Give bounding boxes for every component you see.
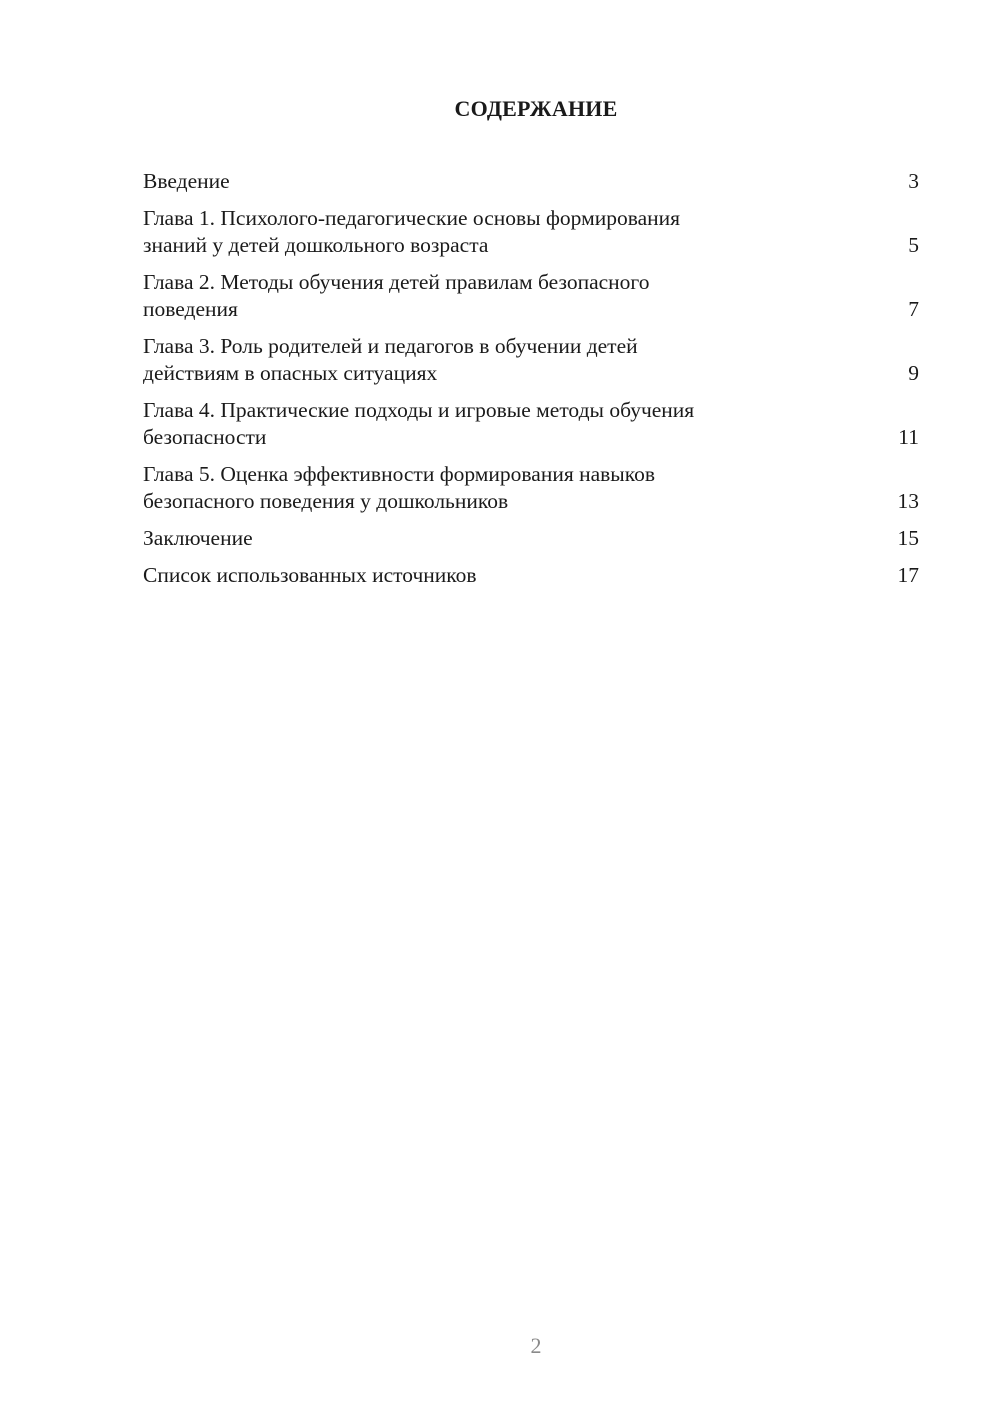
toc-entry-introduction [143, 168, 919, 195]
toc-entry-page: 15 [897, 526, 919, 550]
toc-entry-label: Список использованных источников [143, 563, 477, 587]
toc-entry-chapter-4 [143, 397, 919, 451]
toc-entry-label-line2: действиям в опасных ситуациях [143, 361, 438, 385]
toc-entry-conclusion [143, 525, 919, 552]
toc-entry-page: 11 [898, 425, 919, 449]
toc-entry-chapter-3 [143, 333, 919, 387]
toc-entry-label-line2: знаний у детей дошкольного возраста [143, 233, 489, 257]
toc-entry-label-line1: Глава 3. Роль родителей и педагогов в обучении детей [143, 334, 638, 358]
page-title: СОДЕРЖАНИЕ [454, 96, 618, 121]
toc-entry-page: 17 [897, 563, 919, 587]
table-of-contents [143, 168, 919, 599]
toc-entry-page: 13 [897, 489, 919, 513]
toc-entry-label-line1: Глава 4. Практические подходы и игровые методы обучения [143, 398, 695, 422]
toc-entry-label-line1: Глава 2. Методы обучения детей правилам безопасного [143, 270, 650, 294]
toc-entry-label-line2: безопасного поведения у дошкольников [143, 489, 509, 513]
toc-entry-page: 9 [908, 361, 919, 385]
toc-entry-label-line1: Глава 5. Оценка эффективности формирования навыков [143, 462, 656, 486]
toc-entry-label: Заключение [143, 526, 253, 550]
toc-entry-chapter-2 [143, 269, 919, 323]
toc-entry-label-line2: безопасности [143, 425, 267, 449]
toc-entry-label-line1: Глава 1. Психолого-педагогические основы формирования [143, 206, 681, 230]
toc-entry-label-line2: поведения [143, 297, 238, 321]
toc-entry-label [143, 333, 638, 387]
toc-entry-label [143, 269, 649, 323]
toc-entry-label [143, 205, 680, 259]
toc-entry-references [143, 562, 919, 589]
toc-entry-label: Введение [143, 169, 230, 193]
toc-entry-label [143, 461, 655, 515]
page-number: 2 [530, 1333, 542, 1358]
toc-entry-page: 7 [908, 297, 919, 321]
toc-entry-page: 5 [908, 233, 919, 257]
toc-entry-chapter-1 [143, 205, 919, 259]
toc-entry-chapter-5 [143, 461, 919, 515]
toc-entry-page: 3 [908, 169, 919, 193]
toc-entry-label [143, 397, 694, 451]
